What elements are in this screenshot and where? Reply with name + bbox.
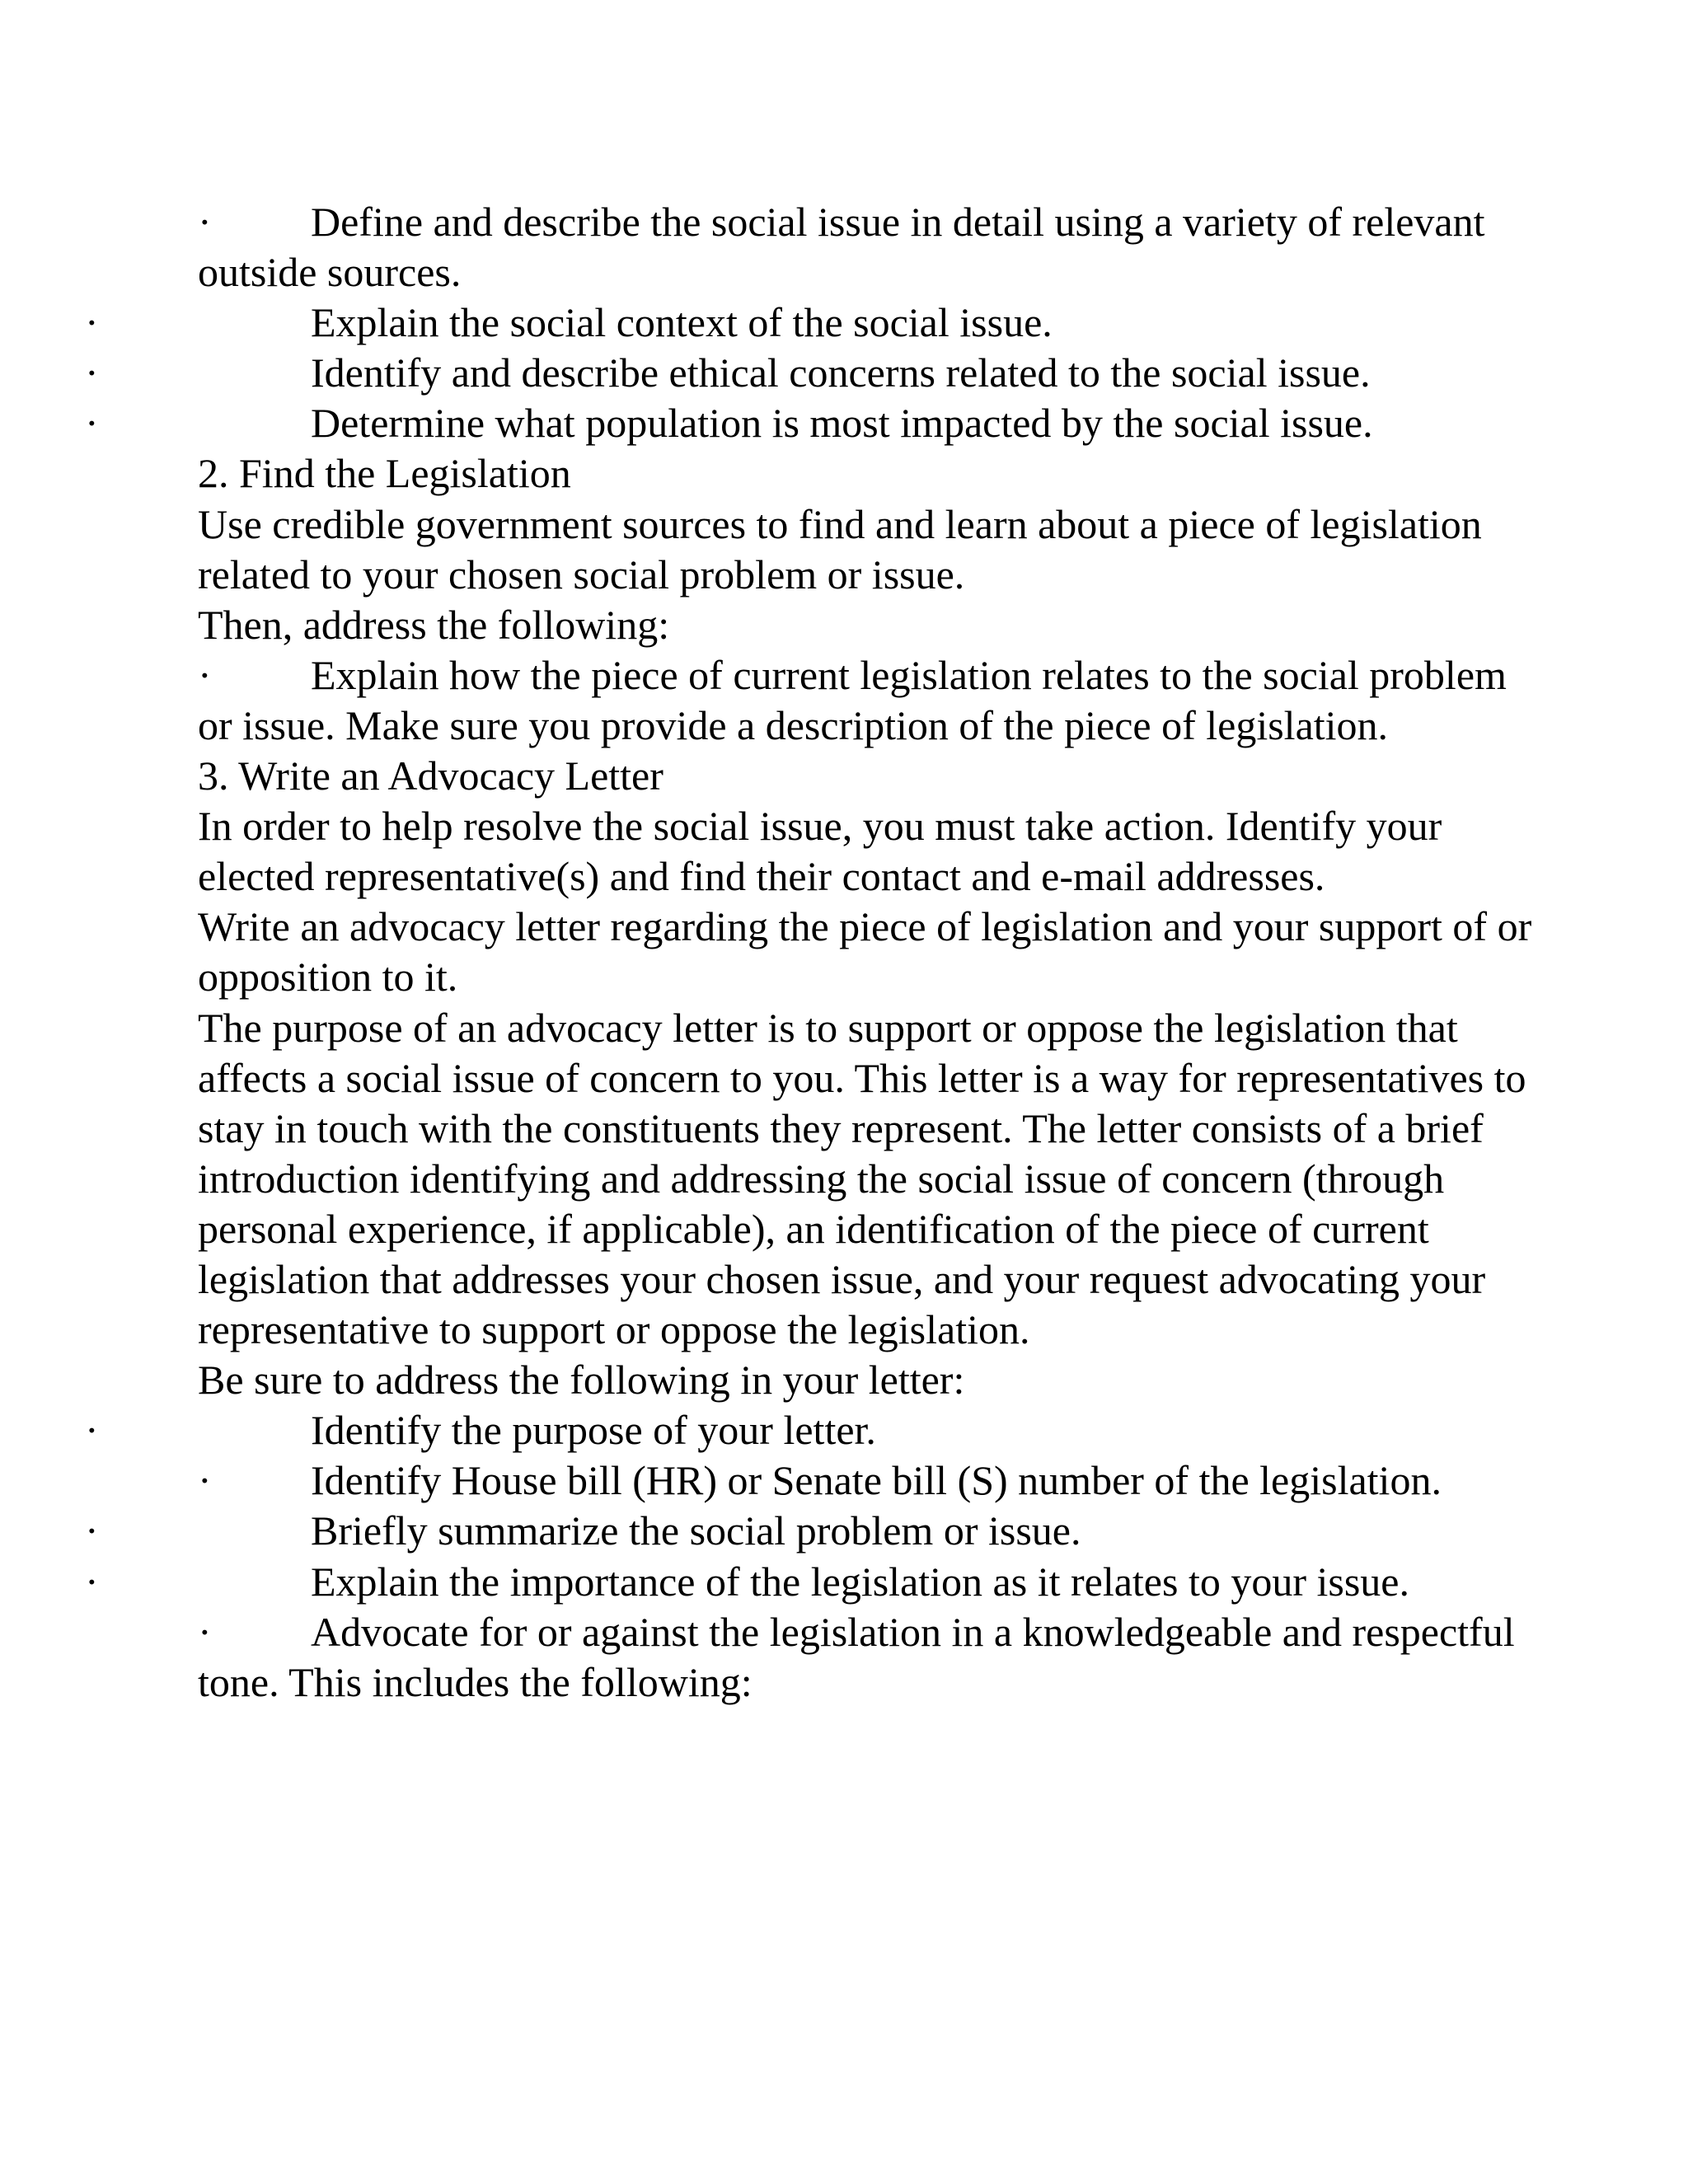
list-item-text: Determine what population is most impacted by the social issue. [311,400,1373,447]
list-item [85,298,1533,348]
paragraph: Be sure to address the following in your letter: [198,1357,965,1404]
list-item-text: Explain the importance of the legislation as it relates to your issue. [311,1558,1409,1605]
bullet-marker: · [85,349,99,396]
section-heading: 2. Find the Legislation [198,450,571,497]
list-item [85,1405,1533,1455]
paragraph: The purpose of an advocacy letter is to support or oppose the legislation that affects a social issue of concern to you. This letter is a way for representatives to stay in touch with the constituents they represent. The letter consists of a brief introduction identifying and addressing the social issue of concern (through personal experience, if applicable), an identification of the piece of current legislation that addresses your chosen issue, and your request advocating your representative to support or oppose the legislation. [198,1004,1526,1353]
bullet-marker: · [198,199,212,245]
paragraph: Use credible government sources to find and learn about a piece of legislation related to your chosen social problem or issue. [198,500,1482,598]
bullet-marker: · [198,651,212,698]
list-item-text: Advocate for or against the legislation in a knowledgeable and respectful tone. This includes the following: [198,1608,1515,1705]
list-item-text: Briefly summarize the social problem or issue. [311,1507,1081,1554]
bullet-marker: · [198,1608,212,1655]
paragraph: In order to help resolve the social issue, you must take action. Identify your elected representative(s) and find their contact and e-mail addresses. [198,803,1442,900]
list-item [198,650,1533,751]
bullet-marker: · [85,1558,99,1605]
list-item [198,197,1533,298]
list-item [85,348,1533,398]
document-body [85,197,1533,1708]
paragraph: Write an advocacy letter regarding the piece of legislation and your support of or opposition to it. [198,903,1532,1001]
list-item-text: Define and describe the social issue in detail using a variety of relevant outside sources. [198,199,1485,296]
bullet-marker: · [85,400,99,447]
list-item [85,1506,1533,1556]
bullet-marker: · [85,299,99,346]
list-item [198,1607,1533,1708]
list-item-text: Identify House bill (HR) or Senate bill (S) number of the legislation. [311,1457,1442,1504]
list-item [85,1557,1533,1607]
bullet-marker: · [198,1457,212,1504]
list-item-text: Identify and describe ethical concerns related to the social issue. [311,349,1371,396]
bullet-marker: · [85,1407,99,1454]
paragraph: Then, address the following: [198,601,670,648]
list-item-text: Explain how the piece of current legislation relates to the social problem or issue. Make sure you provide a description of the piece of legislation. [198,651,1507,748]
list-item-text: Identify the purpose of your letter. [311,1407,876,1454]
list-item [198,1455,1533,1506]
bullet-marker: · [85,1507,99,1554]
list-item-text: Explain the social context of the social issue. [311,299,1053,346]
section-heading: 3. Write an Advocacy Letter [198,752,663,799]
list-item [85,398,1533,448]
